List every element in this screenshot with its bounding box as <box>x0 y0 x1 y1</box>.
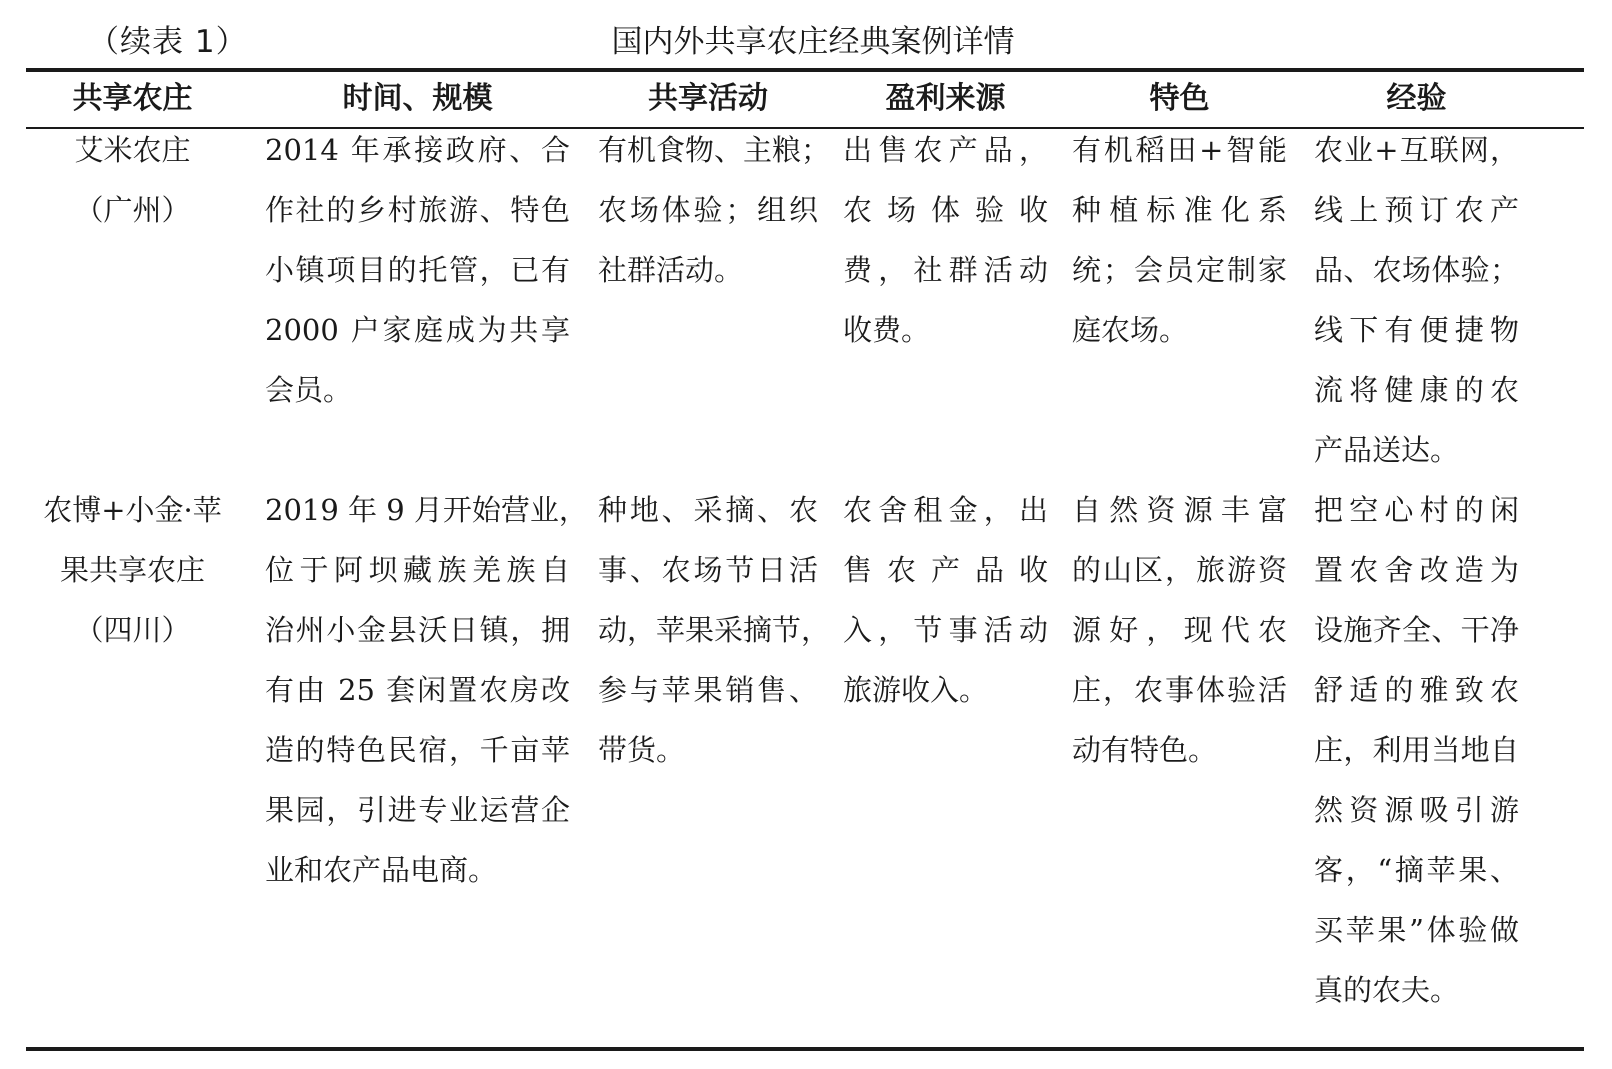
cell-line: 2019 年 9 月开始营业， <box>265 493 588 527</box>
cell-line: 农业+互联网， <box>1314 133 1519 167</box>
header-activities: 共享活动 <box>648 81 768 116</box>
cell-line: 农场体验收 <box>843 193 1048 227</box>
header-experience: 经验 <box>1386 81 1447 116</box>
cell-line: 有机食物、主粮； <box>598 133 831 167</box>
header-farm: 共享农庄 <box>72 81 193 116</box>
cell-line: 流将健康的农 <box>1314 373 1519 407</box>
cell-line: 客，“摘苹果、 <box>1314 853 1519 887</box>
header-profit: 盈利来源 <box>885 81 1006 116</box>
cell-line: 把空心村的闲 <box>1314 493 1519 527</box>
cell-profit <box>843 480 1048 720</box>
cell-line: （广州） <box>74 193 191 227</box>
table-title: 国内外共享农庄经典案例详情 <box>611 24 1015 60</box>
cell-profit <box>843 120 1048 360</box>
cell-line: 统；会员定制家 <box>1072 253 1287 287</box>
cell-line: 源好，现代农 <box>1072 613 1287 647</box>
cell-farm-name <box>30 120 235 240</box>
cell-line: 种植标准化系 <box>1072 193 1287 227</box>
table-bottom-rule <box>26 1047 1584 1051</box>
cell-line: 置农舍改造为 <box>1314 553 1519 587</box>
cell-activities <box>598 480 831 780</box>
cell-line: 果共享农庄 <box>59 553 205 587</box>
cell-line: 自然资源丰富 <box>1072 493 1287 527</box>
cell-line: 品、农场体验； <box>1314 253 1519 287</box>
cell-line: 农舍租金，出 <box>843 493 1048 527</box>
cell-features <box>1072 120 1287 360</box>
cell-line: 治州小金县沃日镇，拥 <box>265 613 570 647</box>
cell-time-scale <box>265 480 588 900</box>
cell-line: 社群活动。 <box>598 253 744 287</box>
cell-line: 2000 户家庭成为共享 <box>265 313 570 347</box>
cell-line: 种地、采摘、农 <box>598 493 818 527</box>
header-time-scale: 时间、规模 <box>342 81 493 116</box>
cell-line: 收费。 <box>843 313 931 347</box>
cell-line: 小镇项目的托管，已有 <box>265 253 570 287</box>
cell-line: 线下有便捷物 <box>1314 313 1519 347</box>
cell-line: 买苹果”体验做 <box>1314 913 1519 947</box>
cell-line: 农场体验；组织 <box>598 193 818 227</box>
cell-line: 农博+小金·苹 <box>43 493 222 527</box>
cell-line: （四川） <box>74 613 191 647</box>
cell-experience <box>1314 120 1519 480</box>
cell-line: 2014 年承接政府、合 <box>265 133 570 167</box>
cell-line: 费，社群活动 <box>843 253 1048 287</box>
cell-line: 果园，引进专业运营企 <box>265 793 570 827</box>
cell-line: 作社的乡村旅游、特色 <box>265 193 570 227</box>
cell-line: 产品送达。 <box>1314 433 1460 467</box>
cell-activities <box>598 120 831 300</box>
cell-line: 旅游收入。 <box>843 673 989 707</box>
cell-line: 售农产品收 <box>843 553 1048 587</box>
cell-line: 业和农产品电商。 <box>265 853 498 887</box>
cell-features <box>1072 480 1287 780</box>
cell-line: 庭农场。 <box>1072 313 1189 347</box>
cell-line: 的山区，旅游资 <box>1072 553 1287 587</box>
cell-line: 然资源吸引游 <box>1314 793 1519 827</box>
cell-line: 入，节事活动 <box>843 613 1048 647</box>
cell-line: 线上预订农产 <box>1314 193 1519 227</box>
cell-line: 会员。 <box>265 373 353 407</box>
cell-line: 庄，农事体验活 <box>1072 673 1287 707</box>
cell-farm-name <box>30 480 235 660</box>
cell-line: 动有特色。 <box>1072 733 1218 767</box>
table-continuation-note: （续表 1） <box>88 24 248 60</box>
header-features: 特色 <box>1149 81 1210 116</box>
cell-line: 造的特色民宿，千亩苹 <box>265 733 570 767</box>
cell-line: 设施齐全、干净 <box>1314 613 1519 647</box>
cell-line: 参与苹果销售、 <box>598 673 818 707</box>
cell-experience <box>1314 480 1519 1020</box>
cell-line: 出售农产品， <box>843 133 1048 167</box>
cell-line: 动，苹果采摘节， <box>598 613 831 647</box>
cell-line: 舒适的雅致农 <box>1314 673 1519 707</box>
cell-line: 事、农场节日活 <box>598 553 818 587</box>
cell-line: 位于阿坝藏族羌族自 <box>265 553 570 587</box>
cell-line: 真的农夫。 <box>1314 973 1460 1007</box>
cell-line: 艾米农庄 <box>74 133 191 167</box>
table-top-rule <box>26 68 1584 72</box>
cell-line: 有机稻田+智能 <box>1072 133 1287 167</box>
cell-line: 有由 25 套闲置农房改 <box>265 673 570 707</box>
cell-line: 庄，利用当地自 <box>1314 733 1519 767</box>
cell-line: 带货。 <box>598 733 686 767</box>
cell-time-scale <box>265 120 570 420</box>
